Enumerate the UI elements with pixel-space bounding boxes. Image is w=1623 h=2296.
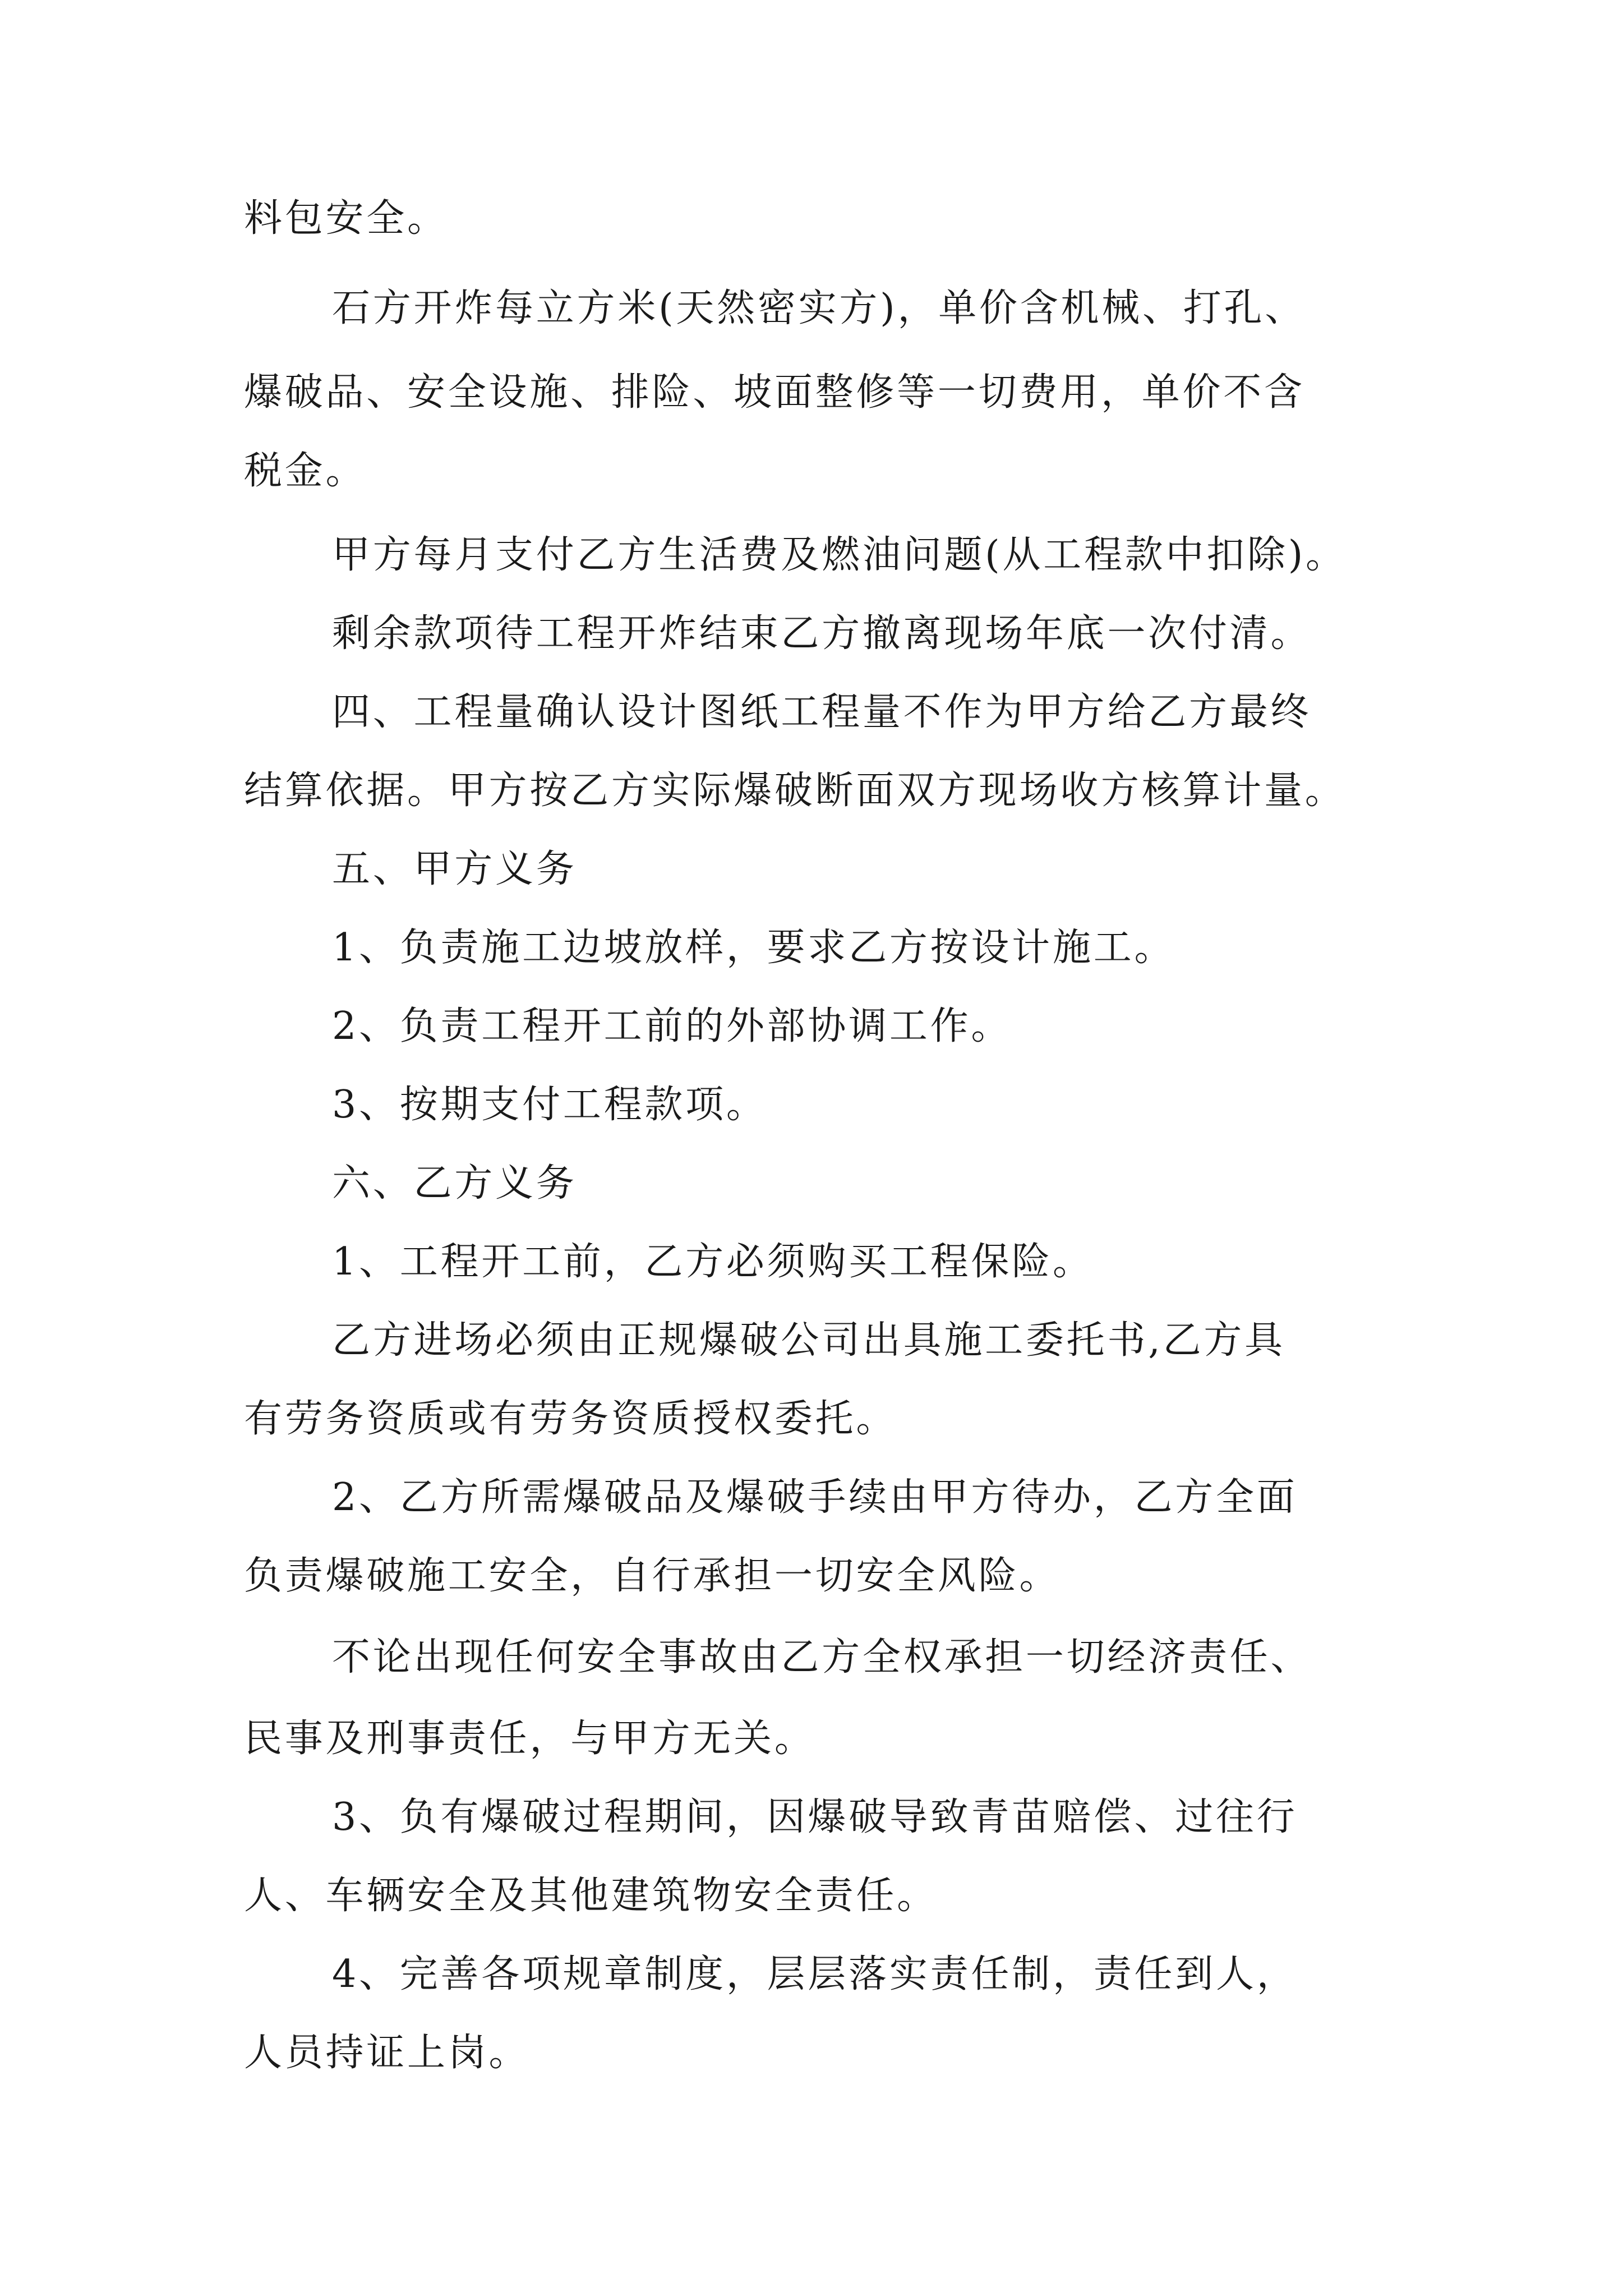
text-line: 2、乙方所需爆破品及爆破手续由甲方待办，乙方全面	[332, 1475, 1298, 1520]
text-line: 4、完善各项规章制度，层层落实责任制，责任到人，	[332, 1952, 1298, 1996]
text-line: 结算依据。甲方按乙方实际爆破断面双方现场收方核算计量。	[244, 769, 1346, 813]
text-line: 不论出现任何安全事故由乙方全权承担一切经济责任、	[332, 1635, 1312, 1680]
text-line: 甲方每月支付乙方生活费及燃油问题(从工程款中扣除)。	[332, 533, 1347, 577]
text-line: 爆破品、安全设施、排险、坡面整修等一切费用，单价不含	[244, 370, 1305, 415]
text-line: 乙方进场必须由正规爆破公司出具施工委托书,乙方具	[332, 1318, 1285, 1363]
text-line: 料包安全。	[244, 196, 448, 241]
text-line: 有劳务资质或有劳务资质授权委托。	[244, 1397, 897, 1441]
text-line: 1、工程开工前，乙方必须购买工程保险。	[332, 1240, 1094, 1284]
text-line: 石方开炸每立方米(天然密实方)，单价含机械、打孔、	[332, 286, 1306, 330]
text-line: 税金。	[244, 449, 367, 493]
text-line: 3、负有爆破过程期间，因爆破导致青苗赔偿、过往行	[332, 1795, 1298, 1839]
text-line: 2、负责工程开工前的外部协调工作。	[332, 1004, 1012, 1048]
text-line: 剩余款项待工程开炸结束乙方撤离现场年底一次付清。	[332, 611, 1312, 656]
text-line: 人员持证上岗。	[244, 2031, 530, 2075]
text-line: 四、工程量确认设计图纸工程量不作为甲方给乙方最终	[332, 690, 1312, 734]
text-line: 人、车辆安全及其他建筑物安全责任。	[244, 1874, 938, 1918]
section-heading: 五、甲方义务	[332, 847, 577, 891]
text-line: 3、按期支付工程款项。	[332, 1083, 767, 1127]
text-line: 民事及刑事责任，与甲方无关。	[244, 1717, 815, 1761]
text-line: 1、负责施工边坡放样，要求乙方按设计施工。	[332, 926, 1175, 970]
text-line: 负责爆破施工安全，自行承担一切安全风险。	[244, 1554, 1061, 1598]
section-heading: 六、乙方义务	[332, 1161, 577, 1205]
